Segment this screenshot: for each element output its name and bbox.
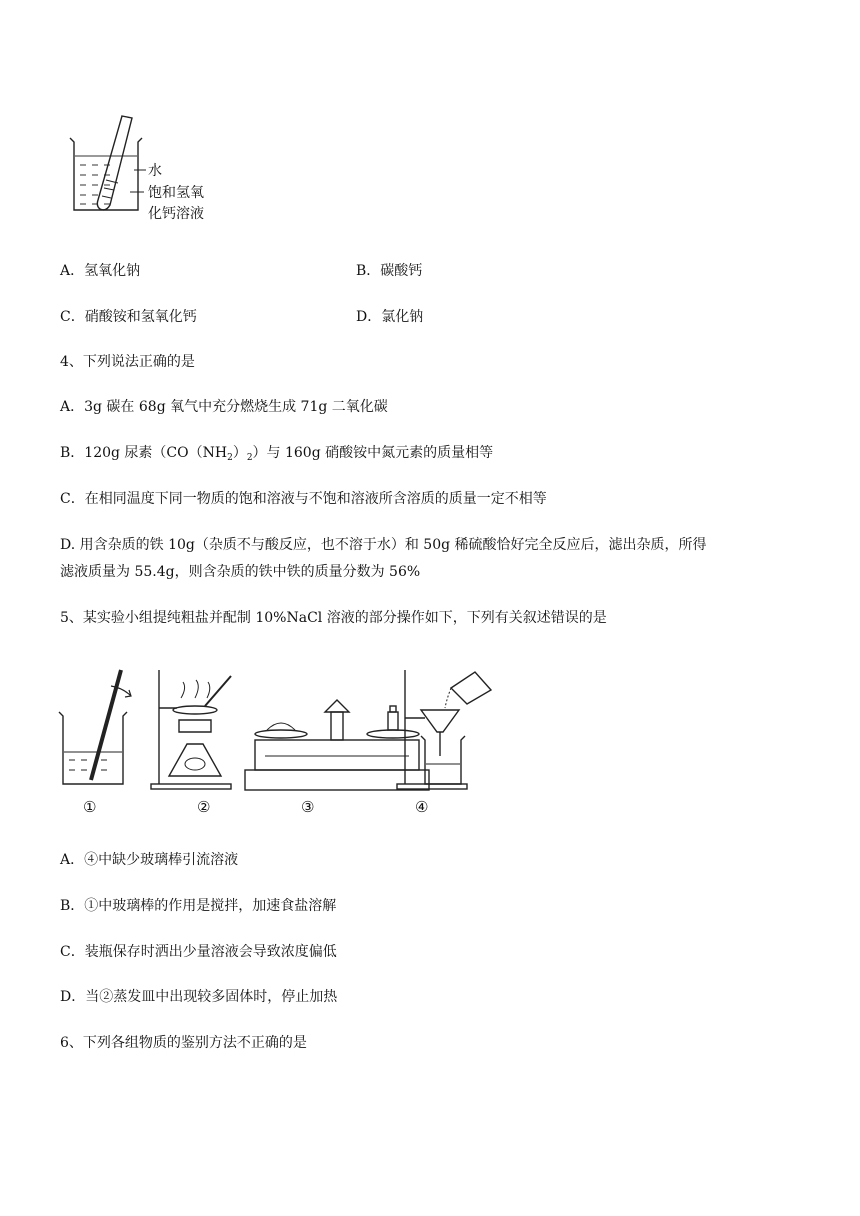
q6-stem: 6、下列各组物质的鉴别方法不正确的是 xyxy=(60,1035,307,1051)
q5-option-c: C．装瓶保存时洒出少量溶液会导致浓度偏低 xyxy=(60,944,337,960)
solution-label-line1: 饱和氢氧 xyxy=(148,185,204,201)
solution-label-line2: 化钙溶液 xyxy=(148,206,204,222)
q5-stem: 5、某实验小组提纯粗盐并配制 10%NaCl 溶液的部分操作如下，下列有关叙述错误的是 xyxy=(60,610,607,626)
q4-b-subscript2: 2 xyxy=(246,453,253,463)
evaporation-setup-icon xyxy=(151,670,231,789)
balance-icon xyxy=(245,700,429,790)
q4-b-part3: ）与 160g 硝酸铵中氮元素的质量相等 xyxy=(252,445,494,461)
q4-option-d-line2: 滤液质量为 55.4g，则含杂质的铁中铁的质量分数为 56% xyxy=(60,564,421,580)
test-tube-icon xyxy=(97,116,132,210)
lab-operations-figure xyxy=(55,660,505,820)
operation-label-3: ③ xyxy=(301,798,315,816)
q5-option-d: D．当②蒸发皿中出现较多固体时，停止加热 xyxy=(60,989,338,1005)
water-label: 水 xyxy=(148,163,162,179)
q4-option-d-line1: D. 用含杂质的铁 10g（杂质不与酸反应，也不溶于水）和 50g 稀硫酸恰好完全反应后，滤出杂质，所得 xyxy=(60,537,707,553)
q5-option-a: A．④中缺少玻璃棒引流溶液 xyxy=(60,852,239,868)
q3-option-b: B．碳酸钙 xyxy=(356,263,423,279)
q5-option-b: B．①中玻璃棒的作用是搅拌，加速食盐溶解 xyxy=(60,898,337,914)
q4-b-part1: B．120g 尿素（CO（NH xyxy=(60,445,228,461)
q4-option-c: C．在相同温度下同一物质的饱和溶液与不饱和溶液所含溶质的质量一定不相等 xyxy=(60,491,547,507)
stirring-beaker-icon xyxy=(59,670,131,784)
operation-label-2: ② xyxy=(197,798,211,816)
beaker-test-tube-figure xyxy=(60,110,230,230)
q4-b-part2: ） xyxy=(232,445,247,461)
operation-label-1: ① xyxy=(83,798,97,816)
q4-option-b xyxy=(60,443,493,468)
q3-option-c: C．硝酸铵和氢氧化钙 xyxy=(60,309,197,325)
q4-b-subscript1: 2 xyxy=(227,453,233,463)
q3-option-d: D．氯化钠 xyxy=(356,309,424,325)
q4-option-a: A．3g 碳在 68g 氧气中充分燃烧生成 71g 二氧化碳 xyxy=(60,399,388,415)
q4-stem: 4、下列说法正确的是 xyxy=(60,354,195,370)
filtration-setup-icon xyxy=(397,670,491,789)
operation-label-4: ④ xyxy=(415,798,429,816)
q3-option-a: A．氢氧化钠 xyxy=(60,263,141,279)
